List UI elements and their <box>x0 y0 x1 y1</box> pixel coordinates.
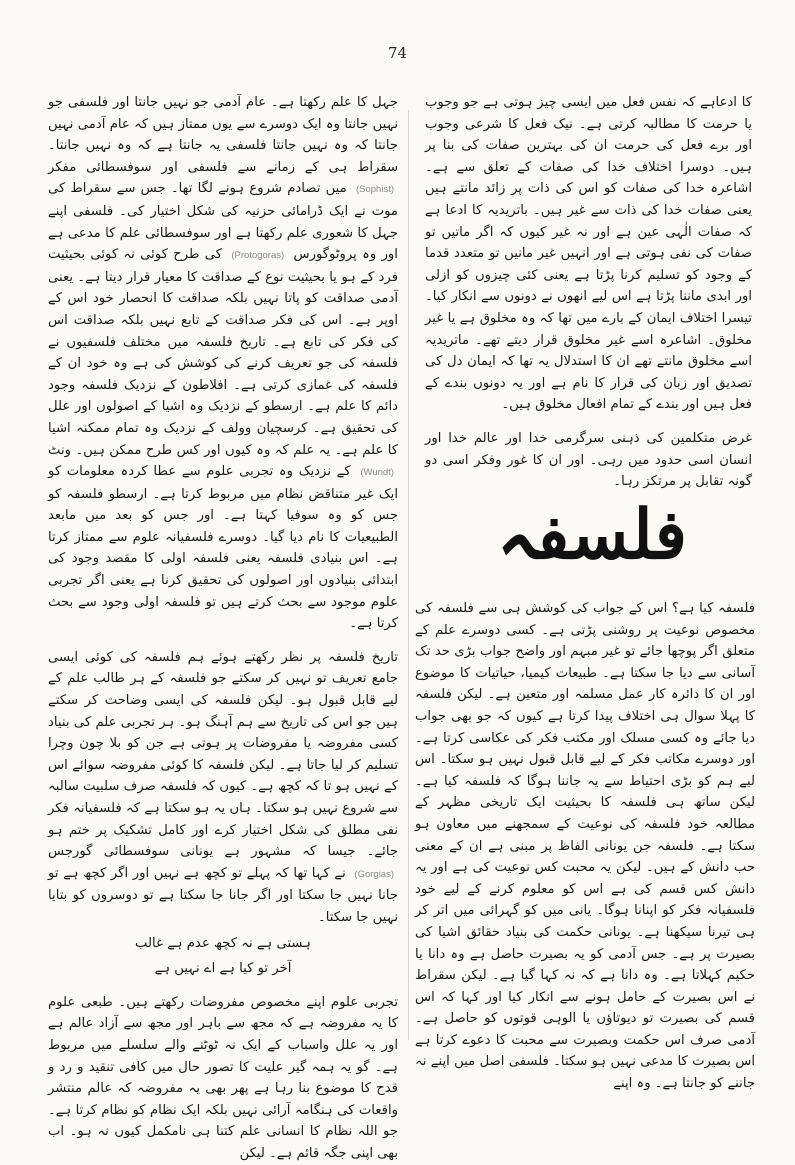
latin-gloss: (Gorgias) <box>354 868 394 880</box>
paragraph: غرض متکلمین کی ذہنی سرگرمی خدا اور عالم خدا اور انسان اسی حدود میں رہی۔ اور ان کا غور وفکر اسی دو گونہ تقابل پر مرتکز رہا۔ <box>425 430 752 490</box>
text-run: نے کہا تھا کہ پہلے تو کچھ ہے نہیں اور اگر کچھ ہے تو جانا نہیں جا سکتا اور اگر جانا جا سکتا ہے تو دوسروں کو بتایا نہیں جا سکتا۔ <box>48 865 398 925</box>
latin-gloss: (Wundt) <box>360 467 394 479</box>
section-heading: فلسفہ <box>497 495 687 575</box>
latin-gloss: (Protogoras) <box>231 250 285 262</box>
verse-line: ہستی ہے نہ کچھ عدم ہے غالب <box>135 935 311 951</box>
text-run: میں تصادم شروع ہونے لگا تھا۔ جس سے سقراط کی موت نے ایک ڈرامائی حزنیہ کی شکل اختیار کی۔ فلسفی اپنے جہل کا شعوری علم رکھتا ہے اور سوفسطائی علم کا مدعی ہے اور وہ پروٹوگورس <box>48 181 398 263</box>
paragraph <box>48 92 398 635</box>
latin-gloss: (Sophist) <box>355 184 394 196</box>
paragraph <box>48 647 398 929</box>
right-column-top <box>425 92 752 490</box>
page-number: 74 <box>387 44 408 62</box>
text-run: تاریخ فلسفہ پر نظر رکھتے ہوئے ہم فلسفہ کی کوئی ایسی جامع تعریف تو نہیں کر سکتے جو فلسفہ کے ہر طالب علم کے لیے قابل قبول ہو۔ لیکن فلسفہ کی ایسی وضاحت کر سکتے ہیں جو اس کی تاریخ سے ہم آہنگ ہو۔ ہر تجربی علم کی بنیاد کسی مفروضہ یا مفروضات پر ہوتی ہے جن کو بلا چون وچرا تسلیم کر لیا جاتا ہے۔ لیکن فلسفہ کا کوئی مفروضہ سوائے اس کے نہیں ہو تا کہ کچھ ہے۔ کیوں کہ فلسفہ صرف سلبیت سالبہ سے شروع نہیں ہو سکتا۔ ہاں یہ ہو سکتا ہے کہ فلسفیانہ فکر نفی مطلق کی شکل اختیار کرے اور کامل تشکیک پر ختم ہو جائے۔ جیسا کہ مشہور ہے یونانی سوفسطائی گورجس <box>48 649 398 860</box>
column-divider <box>408 110 409 1040</box>
text-run: کی طرح کوئی نہ کوئی بحیثیت فرد کے ہو یا بحیثیت نوع کے صداقت کا معیار قرار دیتا ہے۔ یعنی آدمی صداقت کو پاتا نہیں بلکہ صداقت کا انحصار خود اس کے اوپر ہے۔ اس کی فکر صداقت کے تابع نہیں بلکہ صداقت اس کی فکر کی تابع ہے۔ تاریخ فلسفہ میں مختلف فلسفیوں نے فلسفہ کی جو تعریف کرنے کی کوشش کی ہے وہ خود ان کے فلسفہ کی غمازی کرتی ہے۔ افلاطون کے نزدیک فلسفہ وجود دائم کا علم ہے۔ ارسطو کے نزدیک وہ اشیا کے اصولوں اور علل کی تحقیق ہے۔ کرسچیان وولف کے نزدیک وہ تمام ممکنہ اشیا کا علم ہے۔ یہ علم کہ وہ کیوں اور کس طرح ممکن ہیں۔ ونٹ <box>48 247 398 458</box>
text-run: کے نزدیک وہ تجربی علوم سے عطا کردہ معلومات کو ایک غیر متناقض نظام میں مربوط کرتا ہے۔ ارسطو فلسفہ کو جس کو وہ سوفیا کہتا ہے۔ اور جس کو بعد میں مابعد الطبیعیات کا نام دیا گیا۔ دوسرے فلسفیانہ علوم سے ممتاز کرتا ہے۔ اس بنیادی فلسفہ یعنی فلسفہ اولی کا مقصد وجود کی ابتدائی بنیادوں اور اصولوں کی تحقیق کرنا ہے یعنی اگر تجربی علوم موجود سے بحث کرتے ہیں تو فلسفہ اولی وجود سے بحث کرتا ہے۔ <box>48 464 398 632</box>
paragraph: تجربی علوم اپنے مخصوص مفروضات رکھتے ہیں۔ طبعی علوم کا یہ مفروضہ ہے کہ مجھ سے باہر اور مجھ سے آزاد عالم ہے اور یہ علل واسباب کے ایک نہ ٹوٹنے والے سلسلے میں مربوط ہے۔ گو یہ ہمہ گیر علیت کا تصور حال میں کافی تنقید و رد و قدح کا موضوع بنا رہا ہے پھر بھی یہ مفروضہ کہ عالم منتشر واقعات کی ہنگامہ آرائی نہیں بلکہ ایک نظام کو نظام کرتا ہے۔ جو اللہ نظام کا انسانی علم کتنا ہی نامکمل کیوں نہ ہو۔ اب بھی اپنی جگہ قائم ہے۔ لیکن <box>48 994 398 1161</box>
right-column-bottom <box>415 598 755 1092</box>
text-run: جہل کا علم رکھتا ہے۔ عام آدمی جو نہیں جانتا اور فلسفی جو نہیں جانتا وہ ایک دوسرے سے یوں ممتاز ہیں کہ عام آدمی نہیں جانتا کہ وہ نہیں جانتا فلسفی یہ جانتا ہے کہ وہ نہیں جانتا۔ سقراط ہی کے زمانے سے فلسفی اور سوفسطائی مفکر <box>48 95 398 175</box>
left-column <box>48 92 398 1161</box>
verse-line: آخر تو کیا ہے اے نہیں ہے <box>154 961 292 977</box>
paragraph: کا ادعاہے کہ نفس فعل میں ایسی چیز ہوتی ہے جو وجوب یا حرمت کا مطالبہ کرتی ہے۔ نیک فعل کا شرعی وجوب اور برے فعل کی حرمت ان کی بہترین صفات کی بنا پر ہیں۔ دوسرا اختلاف خدا کی صفات کے تعلق سے ہے۔ اشاعرہ خدا کی صفات کو اس کی ذات پر زائد مانتے ہیں یعنی صفات خدا کی ذات سے غیر ہیں۔ باتریدیہ کا ادعا ہے کہ صفات الٰہی عین ہے اور نہ غیر کیوں کہ اگر ماتیں تو صفات کی نفی ہوتی ہے اور انہیں غیر مانیں تو متعدد قدما کے وجود کو تسلیم کرنا پڑتا ہے یعنی کئی چیزوں کو ازلی اور ابدی ماننا پڑتا ہے اس لیے انھوں نے دونوں سے انکار کیا۔ تیسرا اختلاف ایمان کے بارے میں تھا کہ وہ مخلوق ہے یا غیر مخلوق۔ اشاعرہ اسے غیر مخلوق قرار دیتے تھے۔ ماتریدیہ اسے مخلوق مانتے تھے ان کا استدلال یہ تھا کہ ایمان دل کی تصدیق اور زبان کی قرار کا نام ہے اور یہ دونوں بندے کے فعل ہیں اور بندے کے تمام افعال مخلوق ہیں۔ <box>425 95 752 413</box>
paragraph: فلسفہ کیا ہے؟ اس کے جواب کی کوشش ہی سے فلسفہ کی مخصوص نوعیت پر روشنی پڑتی ہے۔ کسی دوسرے علم کے متعلق اگر پوچھا جائے تو غیر مبہم اور واضح جواب بڑی حد تک آسانی سے دیا جا سکتا ہے۔ طبیعات کیمیا، حیاتیات کا موضوع اور ان کا دائرہ کار عمل مسلمہ اور متعین ہے۔ لیکن فلسفہ کا پہلا سوال ہی اختلاف پیدا کرتا ہے کیوں کہ جو بھی جواب دیا جائے وہ کسی مسلک اور مکتب فکر کی عکاسی کرتا ہے۔ اور دوسرے مکاتب فکر کے لیے قابل قبول نہیں ہو سکتا۔ اس لیے ہم کو بڑی احتیاط سے یہ جاننا ہوگا کہ فلسفہ کیا ہے۔ لیکن ساتھ ہی فلسفہ کا بحیثیت ایک تاریخی مظہر کے مطالعہ خود فلسفہ کی نوعیت کے سمجھنے میں معاون ہو سکتا ہے۔ فلسفہ جن یونانی الفاظ پر مبنی ہے ان کے معنی حب دانش کے ہیں۔ لیکن یہ محبت کس نوعیت کی ہے اور یہ دانش کس قسم کی ہے اس کو معلوم کرنے کے لیے خود فلسفیانہ فکر کو اپنانا ہوگا۔ یانی میں کو گہرائی میں اتر کر ہی تیرنا سیکھنا ہے۔ یونانی حکمت کی بنیاد حقائق اشیا کی بصیرت پر ہے۔ جس آدمی کو یہ بصیرت حاصل ہے وہ دانا یا حکیم کہلاتا ہے۔ وہ دانا ہے کہ نہ کہا گیا ہے۔ لیکن سقراط نے اس بصیرت کے حامل ہونے سے انکار کیا اور کہا کہ اس قسم کی بصیرت تو دیوتاؤں یا الوہی قوتوں کو حاصل ہے۔ آدمی صرف اس حکمت وبصیرت سے محبت کا دعوے کرتا ہے اس بصیرت کا مدعی نہیں ہو سکتا۔ فلسفی اصل میں اپنے نہ جاننے کو جانتا ہے۔ وہ اپنے <box>415 601 755 1092</box>
